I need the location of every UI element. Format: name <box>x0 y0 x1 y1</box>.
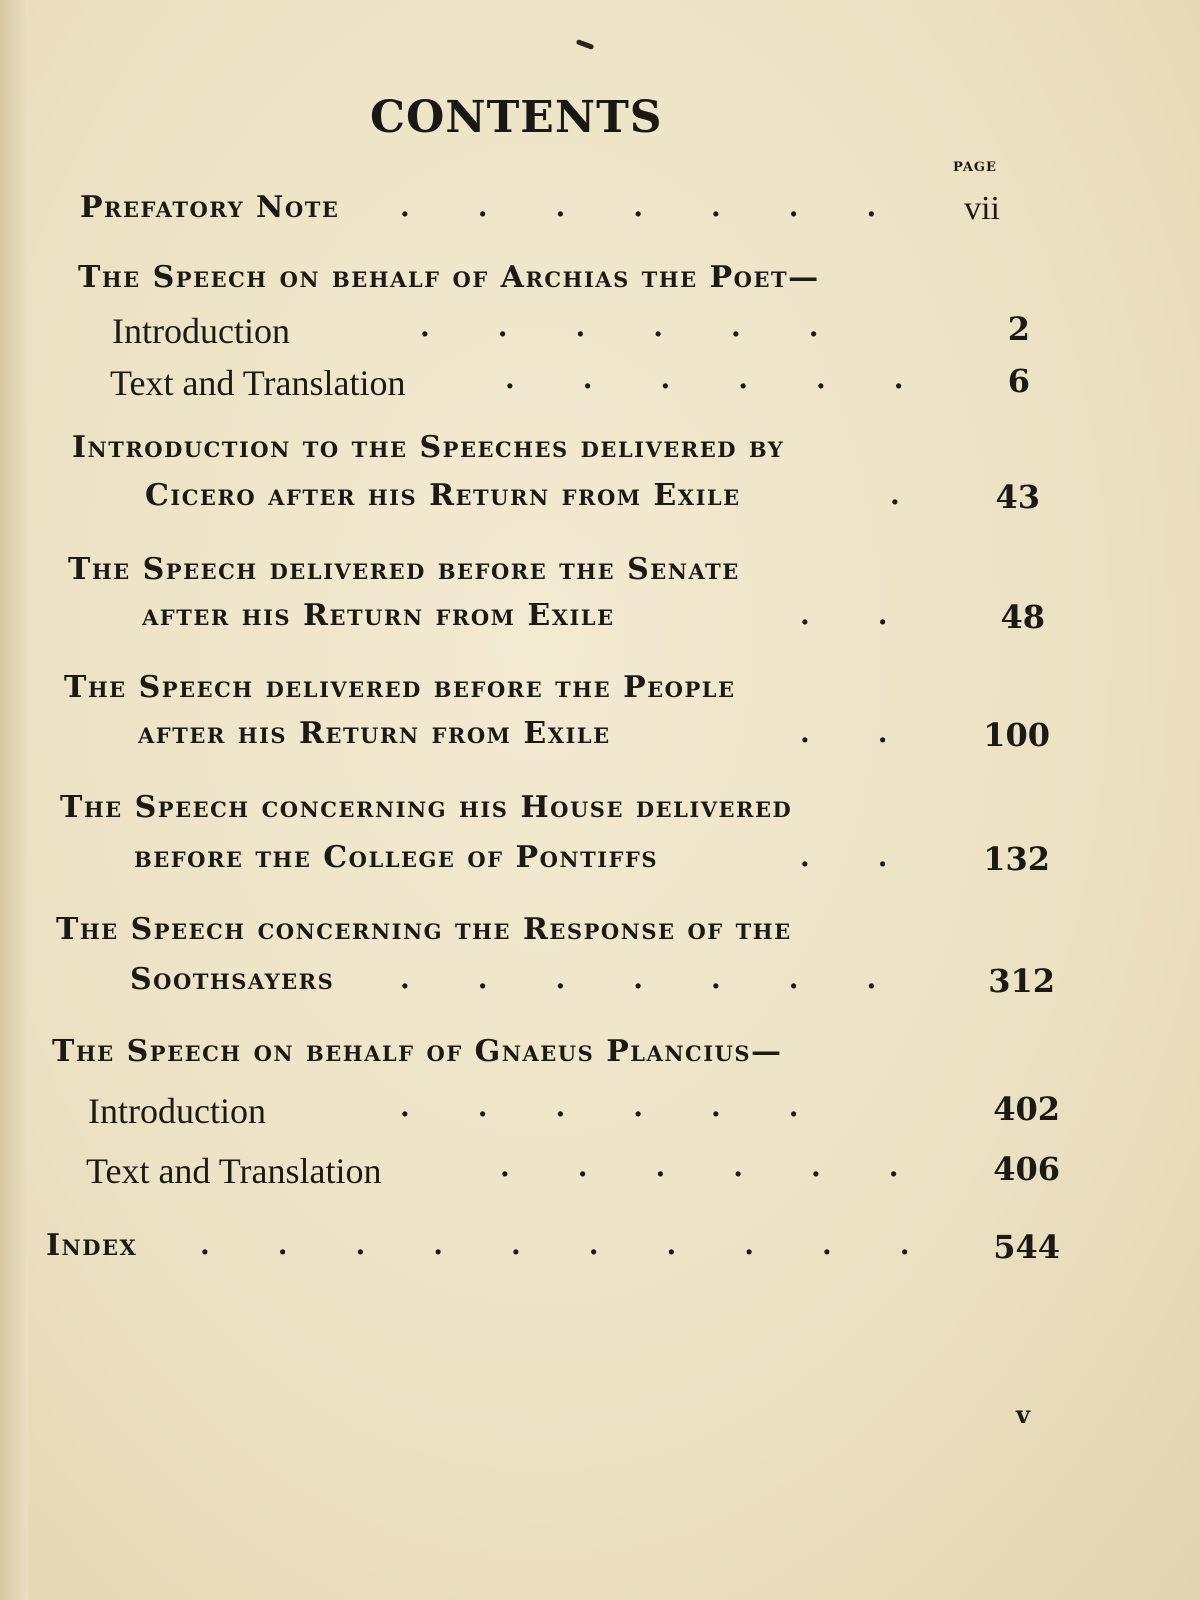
toc-section-heading <box>0 260 1200 310</box>
toc-entry-title: The Speech delivered before the People <box>64 670 736 705</box>
toc-entry-title: Text and Translation <box>86 1151 382 1191</box>
toc-entry-page: 43 <box>995 478 1040 516</box>
leader-dots: ...... <box>500 1150 967 1183</box>
toc-entry-page: 312 <box>988 962 1055 1000</box>
toc-entry-title: after his Return from Exile <box>142 598 615 633</box>
toc-entry <box>0 840 1200 890</box>
toc-entry-page: 402 <box>993 1090 1060 1128</box>
toc-entry <box>0 310 1200 360</box>
toc-entry <box>0 962 1200 1012</box>
toc-entry-title: Introduction to the Speeches delivered by <box>72 430 785 465</box>
toc-entry <box>0 598 1200 648</box>
leader-dots: .......... <box>200 1228 978 1261</box>
leader-dots: ....... <box>400 190 945 223</box>
toc-entry <box>0 1150 1200 1200</box>
leader-dots: .. <box>800 840 956 873</box>
toc-entry-title: after his Return from Exile <box>138 716 611 751</box>
toc-entry-title: Soothsayers <box>130 962 335 997</box>
toc-entry-title: The Speech concerning the Response of the <box>56 912 792 947</box>
leader-dots: ...... <box>400 1090 867 1123</box>
toc-entry-page: 48 <box>1000 598 1045 636</box>
leader-dots: ...... <box>505 362 972 395</box>
leader-dots: .. <box>800 598 956 631</box>
toc-entry-title: Introduction <box>88 1091 266 1131</box>
toc-entry <box>0 1090 1200 1140</box>
toc-entry-page: vii <box>964 190 1000 227</box>
toc-entry-title: before the College of Pontiffs <box>134 840 658 875</box>
toc-entry <box>0 478 1200 528</box>
toc-entry <box>0 716 1200 766</box>
toc-entry-page: 132 <box>983 840 1050 878</box>
toc-entry-title: Index <box>46 1228 138 1263</box>
toc-entry-title: Prefatory Note <box>80 190 340 225</box>
toc-entry-page: 100 <box>983 716 1050 754</box>
toc-entry-page: 2 <box>1007 310 1030 348</box>
toc-entry-title: The Speech delivered before the Senate <box>68 552 740 587</box>
ink-mark <box>576 39 595 50</box>
toc-section-heading <box>0 1034 1200 1084</box>
page-title: CONTENTS <box>370 92 663 143</box>
toc-entry-page: 544 <box>993 1228 1060 1266</box>
toc-section-heading <box>0 552 1200 602</box>
toc-section-heading <box>0 790 1200 840</box>
toc-entry <box>0 1228 1200 1278</box>
toc-section-heading <box>0 912 1200 962</box>
toc-entry-title: The Speech on behalf of Archias the Poet— <box>78 260 820 295</box>
leader-dots: ....... <box>400 962 945 995</box>
page-column-header: PAGE <box>953 160 997 175</box>
toc-entry <box>0 362 1200 412</box>
toc-entry-title: Text and Translation <box>110 363 406 403</box>
toc-entry-page: 6 <box>1007 362 1030 400</box>
leader-dots: ...... <box>420 310 887 343</box>
leader-dots: .. <box>800 716 956 749</box>
toc-entry-title: The Speech concerning his House delivered <box>60 790 793 825</box>
toc-entry-title: Cicero after his Return from Exile <box>145 478 741 513</box>
toc-entry-title: The Speech on behalf of Gnaeus Plancius— <box>52 1034 783 1069</box>
toc-section-heading <box>0 670 1200 720</box>
toc-entry-page: 406 <box>993 1150 1060 1188</box>
page-folio: v <box>1016 1400 1030 1429</box>
toc-section-heading <box>0 430 1200 480</box>
leader-dots: . <box>890 478 968 511</box>
toc-entry-title: Introduction <box>112 311 290 351</box>
toc-entry <box>0 190 1200 240</box>
